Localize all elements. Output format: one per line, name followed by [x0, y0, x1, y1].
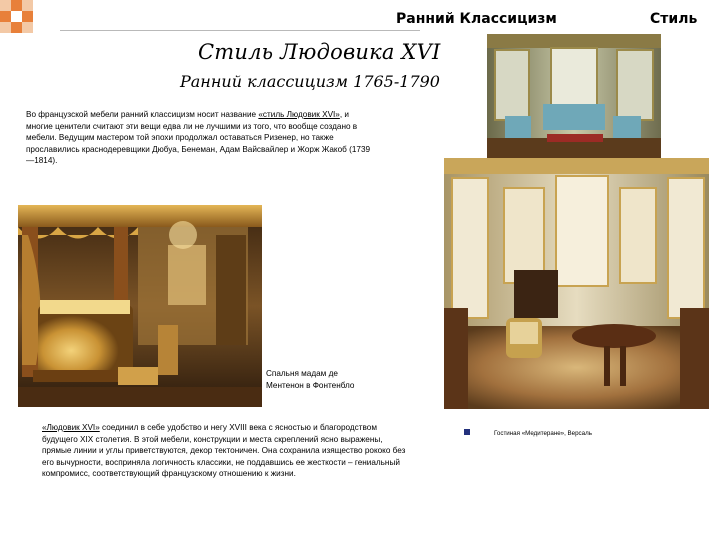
header-divider	[60, 30, 420, 31]
corner-square-7	[0, 22, 11, 33]
intro-text-part2: , и многие ценители считают эти вещи едва ли не лучшими из того, что вообще создано в мебели. Ведущим мастером той эпохи продолжал оставаться Ризенер, но также прославились краснодеревщики Дюбуа, Бенеман, Адам Вайсвайлер и Жорж Жакоб (1739—1814).	[26, 110, 371, 165]
bottom-paragraph	[42, 422, 414, 480]
corner-square-3	[22, 0, 33, 11]
bedroom-caption: Спальня мадам де Ментенон в Фонтенбло	[266, 369, 355, 390]
salon-large-photo	[444, 158, 709, 409]
salon-caption: Гостиная «Медитеране», Версаль	[494, 430, 592, 437]
salon-small-photo	[487, 34, 661, 158]
corner-square-1	[0, 0, 11, 11]
bottom-text: соединил в себе удобство и негу XVIII века с ясностью и благородством будущего XIX столетия. В этой мебели, конструкции и места скреплений ясно выражены, прямые линии и углы приветствуются, декор тектоничен. Она сохранила изящество рококо без его вычурности, восприняла логичность классики, не поддавшись ее жесткости – гениальный компромисс, соответствующий французскому отношению к жизни.	[42, 423, 406, 478]
bottom-link-louis-xvi[interactable]: «Людовик XVI»	[42, 423, 100, 432]
corner-square-9	[22, 22, 33, 33]
header-title: Ранний Классицизм	[396, 11, 557, 27]
corner-square-5	[11, 11, 22, 22]
corner-square-4	[0, 11, 11, 22]
bedroom-photo	[18, 205, 262, 407]
corner-square-8	[11, 22, 22, 33]
intro-link-louis-xvi[interactable]: «стиль Людовик XVI»	[258, 110, 340, 119]
intro-paragraph	[26, 109, 371, 167]
header-style-label: Стиль	[650, 11, 698, 27]
slide-title: Стиль Людовика XVI	[198, 40, 441, 64]
slide-subtitle: Ранний классицизм 1765-1790	[180, 72, 440, 91]
corner-square-6	[22, 11, 33, 22]
intro-text-part1: Во французской мебели ранний классицизм носит название	[26, 110, 259, 119]
bullet-marker	[464, 429, 470, 435]
corner-square-2	[11, 0, 22, 11]
